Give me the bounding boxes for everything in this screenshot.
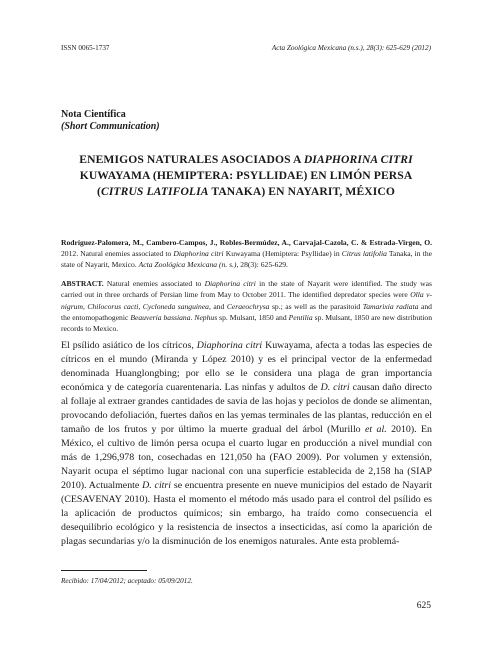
body-text [61, 339, 432, 549]
abstract-text: and the entomopathogenic [61, 301, 432, 322]
section-label [61, 109, 160, 133]
citation-authors: Rodríguez-Palomera, M., Cambero-Campos, J., Robles-Bermúdez, A., Carvajal-Cazola, C. & Estrada-Virgen, O. [61, 238, 432, 247]
title-species: CITRUS LATIFOLIA [100, 185, 209, 198]
citation-text: Kuwayama (Hemiptera: Psyllidae) in [223, 249, 342, 258]
abstract-text: sp. Mulsant, 1850 are new distribution records to Mexico. [61, 312, 433, 334]
abstract-text: , [82, 301, 88, 311]
abstract-species: Ceraeochrysa [226, 301, 270, 311]
footnote-rule [61, 570, 147, 571]
body-paragraph [61, 339, 432, 549]
citation-species: Diaphorina citri [173, 249, 224, 258]
abstract-species: Olla v-nigrum [61, 290, 432, 311]
title-part: ENEMIGOS NATURALES ASOCIADOS A [79, 153, 304, 166]
body-etal: et al. [365, 424, 387, 435]
abstract-species: Pentilia [288, 312, 313, 322]
body-text-run: se encuentra presente en nueve municipios del estado de Nayarit (CESAVENAY 2010). Hasta el momento el método más usado para el control del psílido es la aplicación de productos químicos; sin embargo, ha traído como consecuencia el desequilibrio ecológico y la resistencia de insectos a insecticidas, así como la aparición de plagas secundarias y/o la disminución de los enemigos naturales. Ante esta problemá- [61, 480, 432, 547]
abstract-species: Cycloneda sanguinea [142, 301, 209, 311]
abstract-text: . [190, 312, 195, 322]
citation-text: , 28(3): 625-629. [236, 260, 288, 269]
body-text-run: Kuwayama, afecta a todas las especies de cítricos en el mundo (Miranda y López 2010) y es el principal vector de la enfermedad denominada Huanglongbing; por ello se le considera una plaga de gran importancia económica y de categoría cuarentenaria. Las ninfas y adultos de [61, 340, 433, 393]
abstract-text: Natural enemies associated to [103, 279, 205, 288]
abstract [61, 278, 432, 334]
body-text-run: causan daño directo al follaje al extraer grandes cantidades de savia de las hojas y peciolos de donde se alimentan, provocando defoliación, fuertes daños en las yemas terminales de las plantas, reducción en el tamaño de los frutos y por último la muerte gradual del árbol (Murillo [61, 382, 432, 435]
abstract-species: Beauveria bassiana [130, 312, 191, 322]
journal-reference: Acta Zoológica Mexicana (n.s.), 28(3): 625-629 (2012) [271, 44, 431, 52]
title-species: DIAPHORINA CITRI [303, 153, 413, 166]
abstract-label: ABSTRACT. [61, 279, 104, 288]
citation-species: Citrus latifolia [341, 249, 387, 258]
body-species: D. citri [142, 480, 172, 491]
article-title [58, 152, 434, 200]
abstract-text: , [138, 301, 143, 311]
received-date: Recibido: 17/04/2012; aceptado: 05/09/2012. [61, 577, 193, 585]
issn: ISSN 0065-1737 [61, 44, 110, 52]
abstract-species: Nephus [194, 312, 218, 322]
abstract-text: , and [208, 301, 227, 311]
abstract-species: Chilocorus cacti [87, 301, 139, 311]
page-number: 625 [416, 601, 431, 611]
abstract-species: Diaphorina citri [204, 279, 256, 288]
body-text-run: 2010). En México, el cultivo de limón persa ocupa el cuarto lugar en producción a nivel mundial con más de 1,296,978 ton, cosechadas en 121,050 ha (FAO 2009). Por volumen y extensión, Nayarit ocupa el séptimo lugar nacional con una superficie establecida de 2,158 ha (SIAP 2010). Actualmente [61, 424, 432, 491]
citation [61, 237, 432, 270]
title-part: TANAKA) EN NAYARIT, MÉXICO [208, 185, 395, 198]
citation-journal: Acta Zoológica Mexicana (n. s.) [138, 260, 237, 269]
body-species: D. citri [320, 382, 350, 393]
abstract-species: Tamarixia radiata [362, 301, 419, 311]
abstract-text: in the state of Nayarit were identified. The study was carried out in three orchards of Persian lime from May to October 2011. The identified depredator species were [61, 279, 432, 300]
body-text-run: El psílido asiático de los cítricos, [61, 340, 197, 351]
body-species: Diaphorina citri [196, 340, 263, 351]
title-part: KUWAYAMA (HEMIPTERA: PSYLLIDAE) EN LIMÓN PERSA ( [79, 169, 413, 198]
citation-text: Tanaka, in the state of Nayarit, Mexico. [61, 249, 432, 269]
abstract-text: sp.; as well as the parasitoid [269, 301, 363, 311]
section-label-es: Nota Científica [61, 109, 126, 120]
section-label-en: (Short Communication) [61, 121, 160, 132]
abstract-text: sp. Mulsant, 1850 and [217, 312, 289, 322]
citation-text: 2012. Natural enemies associated to [61, 249, 174, 258]
